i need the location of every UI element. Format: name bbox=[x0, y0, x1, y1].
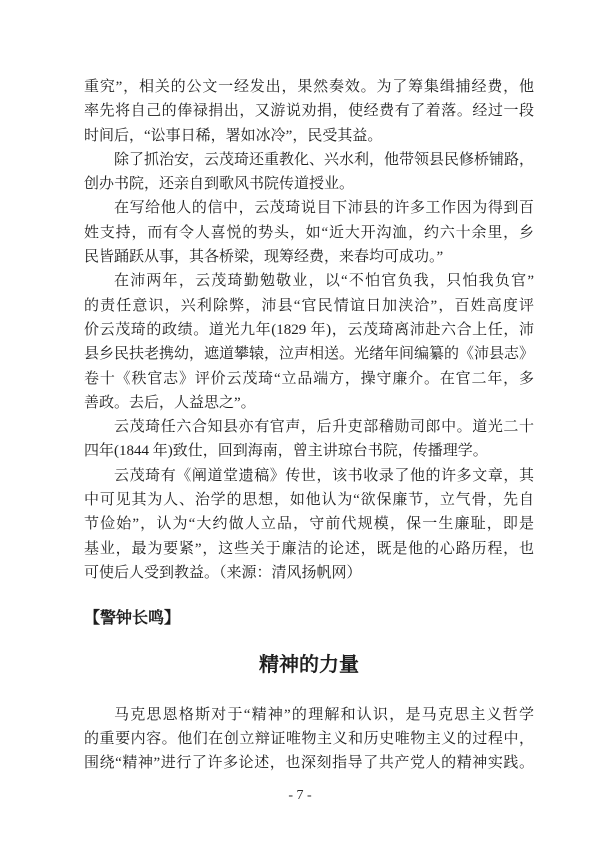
text-line: 可使后人受到教益。（来源：清风扬帆网） bbox=[84, 564, 362, 581]
text-line: 卷十《秩官志》评价云茂琦“立品端方，操守廉介。在官二年，多 bbox=[84, 370, 534, 387]
text-line: 节俭始”，认为“大约做人立品，守前代规模，保一生廉耻，即是 bbox=[84, 516, 534, 533]
article-1-body bbox=[84, 75, 534, 585]
text-line: 四年(1844 年)致仕，回到海南，曾主讲琼台书院，传播理学。 bbox=[84, 443, 488, 460]
text-line: 创办书院，还亲自到歌风书院传道授业。 bbox=[84, 176, 355, 193]
text-line: 在沛两年，云茂琦勤勉敬业，以“不怕官负我，只怕我负官” bbox=[114, 273, 534, 290]
text-line: 重究”，相关的公文一经发出，果然奏效。为了筹集缉捕经费，他 bbox=[84, 79, 534, 95]
text-line: 的责任意识，兴利除弊，沛县“官民情谊日加浃洽”，百姓高度评 bbox=[84, 297, 534, 314]
text-line: 在写给他人的信中，云茂琦说目下沛县的许多工作因为得到百 bbox=[114, 200, 534, 217]
text-line: 除了抓治安，云茂琦还重教化、兴水利，他带领县民修桥铺路， bbox=[114, 151, 535, 168]
section-marker: 【警钟长鸣】 bbox=[84, 610, 181, 628]
text-line: 县乡民扶老携幼，遮道攀辕，泣声相送。光绪年间编纂的《沛县志》 bbox=[84, 346, 535, 363]
text-line: 围绕“精神”进行了许多论述，也深刻指导了共产党人的精神实践。 bbox=[84, 755, 534, 772]
text-line: 率先将自己的俸禄捐出，又游说劝捐，使经费有了着落。经过一段 bbox=[84, 103, 534, 120]
article-2-body bbox=[84, 703, 534, 776]
text-line: 云茂琦有《阐道堂遗稿》传世，该书收录了他的许多文章，其 bbox=[114, 467, 534, 484]
text-line: 基业，最为要紧”，这些关于廉洁的论述，既是他的心路历程，也 bbox=[84, 540, 534, 557]
text-line: 时间后，“讼事日稀，署如冰冷”，民受其益。 bbox=[84, 127, 383, 144]
text-line: 马克思恩格斯对于“精神”的理解和认识，是马克思主义哲学 bbox=[114, 706, 534, 723]
page-body bbox=[84, 75, 534, 775]
text-line: 的重要内容。他们在创立辩证唯物主义和历史唯物主义的过程中， bbox=[84, 730, 534, 747]
page-number: - 7 - bbox=[288, 788, 312, 803]
text-line: 姓支持，而有令人喜悦的势头，如“近大开沟洫，约六十余里，乡 bbox=[84, 224, 534, 241]
text-line: 中可见其为人、治学的思想，如他认为“欲保廉节，立气骨，先自 bbox=[84, 492, 534, 509]
text-line: 云茂琦任六合知县亦有官声，后升吏部稽勋司郎中。道光二十 bbox=[114, 419, 534, 436]
article-2-title: 精神的力量 bbox=[259, 653, 359, 676]
text-line: 价云茂琦的政绩。道光九年(1829 年)，云茂琦离沛赴六合上任，沛 bbox=[84, 321, 534, 338]
text-line: 善政。去后，人益思之”。 bbox=[84, 394, 256, 411]
text-line: 民皆踊跃从事，其各桥梁，现筹经费，来春均可成功。” bbox=[84, 249, 444, 266]
